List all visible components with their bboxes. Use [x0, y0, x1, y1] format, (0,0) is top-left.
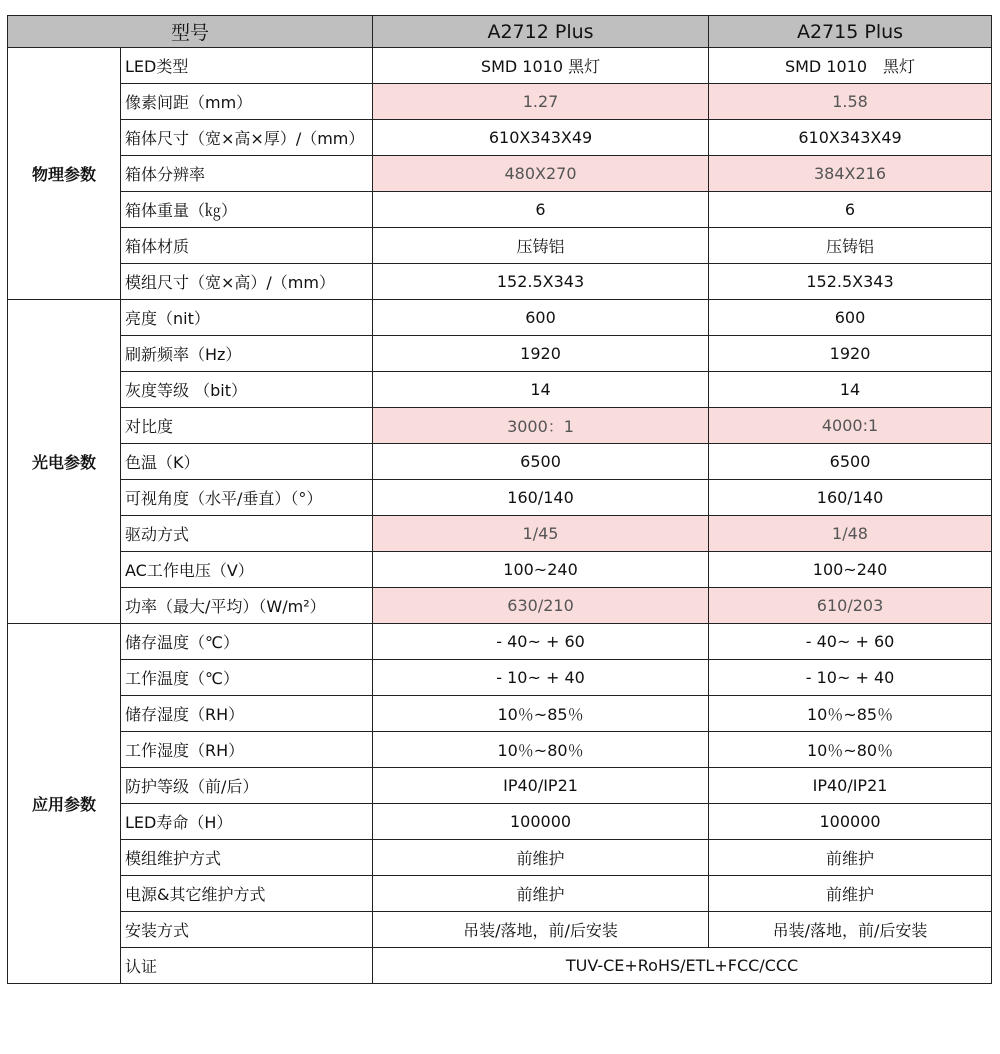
- spec-table-body: [8, 16, 992, 984]
- param-name: AC工作电压（V）: [121, 552, 373, 588]
- param-name: 认证: [121, 948, 373, 984]
- value-model-b: 1/48: [709, 516, 992, 552]
- param-name: 模组维护方式: [121, 840, 373, 876]
- value-model-a: 600: [373, 300, 709, 336]
- group-label-optical: 光电参数: [8, 300, 121, 624]
- value-model-b: IP40/IP21: [709, 768, 992, 804]
- value-model-a: 1.27: [373, 84, 709, 120]
- model-b-header: A2715 Plus: [709, 16, 992, 48]
- model-label: 型号: [8, 16, 373, 48]
- value-model-b: 10％~80％: [709, 732, 992, 768]
- spec-table: [7, 15, 992, 984]
- param-name: 箱体重量（㎏）: [121, 192, 373, 228]
- param-name: 储存湿度（RH）: [121, 696, 373, 732]
- param-name: 对比度: [121, 408, 373, 444]
- group-label-application: 应用参数: [8, 624, 121, 984]
- param-name: 色温（K）: [121, 444, 373, 480]
- value-model-a: 3000：1: [373, 408, 709, 444]
- table-row: [8, 264, 992, 300]
- param-name: 箱体材质: [121, 228, 373, 264]
- table-row: [8, 300, 992, 336]
- param-name: 储存温度（℃）: [121, 624, 373, 660]
- value-model-a: IP40/IP21: [373, 768, 709, 804]
- param-name: 亮度（nit）: [121, 300, 373, 336]
- value-model-a: 吊装/落地，前/后安装: [373, 912, 709, 948]
- table-row: [8, 768, 992, 804]
- table-row: [8, 444, 992, 480]
- value-model-a: 480X270: [373, 156, 709, 192]
- table-row: [8, 480, 992, 516]
- value-model-a: 100~240: [373, 552, 709, 588]
- param-name: 箱体尺寸（宽×高×厚）/（mm）: [121, 120, 373, 156]
- table-row: [8, 48, 992, 84]
- param-name: 防护等级（前/后）: [121, 768, 373, 804]
- table-row: [8, 624, 992, 660]
- value-model-a: 1/45: [373, 516, 709, 552]
- value-model-a: 630/210: [373, 588, 709, 624]
- param-name: LED寿命（H）: [121, 804, 373, 840]
- value-model-b: 600: [709, 300, 992, 336]
- table-row: [8, 552, 992, 588]
- table-row: [8, 912, 992, 948]
- value-model-b: - 10~ + 40: [709, 660, 992, 696]
- value-model-b: 160/140: [709, 480, 992, 516]
- table-row: [8, 120, 992, 156]
- table-row: [8, 516, 992, 552]
- value-model-a: 10％~80％: [373, 732, 709, 768]
- value-model-b: 610X343X49: [709, 120, 992, 156]
- value-model-b: 14: [709, 372, 992, 408]
- param-name: LED类型: [121, 48, 373, 84]
- table-row: [8, 660, 992, 696]
- table-row: [8, 588, 992, 624]
- table-row: [8, 840, 992, 876]
- value-model-a: - 40~ + 60: [373, 624, 709, 660]
- value-model-a: 14: [373, 372, 709, 408]
- certification-value: TUV-CE+RoHS/ETL+FCC/CCC: [373, 948, 992, 984]
- group-label-physical: 物理参数: [8, 48, 121, 300]
- table-row: [8, 336, 992, 372]
- param-name: 工作温度（℃）: [121, 660, 373, 696]
- table-row: [8, 84, 992, 120]
- value-model-b: 384X216: [709, 156, 992, 192]
- value-model-a: 10％~85％: [373, 696, 709, 732]
- value-model-b: 10％~85％: [709, 696, 992, 732]
- value-model-a: 6: [373, 192, 709, 228]
- table-row: [8, 948, 992, 984]
- value-model-b: 610/203: [709, 588, 992, 624]
- param-name: 像素间距（mm）: [121, 84, 373, 120]
- value-model-b: 前维护: [709, 876, 992, 912]
- table-row: [8, 732, 992, 768]
- value-model-a: 160/140: [373, 480, 709, 516]
- header-row: [8, 16, 992, 48]
- param-name: 可视角度（水平/垂直）（°）: [121, 480, 373, 516]
- table-row: [8, 408, 992, 444]
- value-model-b: 100000: [709, 804, 992, 840]
- value-model-b: 1.58: [709, 84, 992, 120]
- value-model-a: 压铸铝: [373, 228, 709, 264]
- value-model-b: SMD 1010 黑灯: [709, 48, 992, 84]
- value-model-a: 前维护: [373, 840, 709, 876]
- table-row: [8, 876, 992, 912]
- value-model-b: 压铸铝: [709, 228, 992, 264]
- param-name: 模组尺寸（宽×高）/（mm）: [121, 264, 373, 300]
- value-model-a: - 10~ + 40: [373, 660, 709, 696]
- value-model-a: 100000: [373, 804, 709, 840]
- value-model-a: 6500: [373, 444, 709, 480]
- param-name: 刷新频率（Hz）: [121, 336, 373, 372]
- param-name: 功率（最大/平均）（W/m²）: [121, 588, 373, 624]
- table-row: [8, 156, 992, 192]
- table-row: [8, 228, 992, 264]
- value-model-a: 152.5X343: [373, 264, 709, 300]
- value-model-a: 前维护: [373, 876, 709, 912]
- value-model-b: - 40~ + 60: [709, 624, 992, 660]
- param-name: 箱体分辨率: [121, 156, 373, 192]
- table-row: [8, 696, 992, 732]
- value-model-a: SMD 1010 黑灯: [373, 48, 709, 84]
- value-model-b: 6500: [709, 444, 992, 480]
- table-row: [8, 192, 992, 228]
- value-model-b: 6: [709, 192, 992, 228]
- param-name: 驱动方式: [121, 516, 373, 552]
- table-row: [8, 372, 992, 408]
- value-model-b: 1920: [709, 336, 992, 372]
- value-model-b: 152.5X343: [709, 264, 992, 300]
- table-row: [8, 804, 992, 840]
- param-name: 灰度等级 （bit）: [121, 372, 373, 408]
- value-model-a: 610X343X49: [373, 120, 709, 156]
- model-a-header: A2712 Plus: [373, 16, 709, 48]
- value-model-b: 前维护: [709, 840, 992, 876]
- param-name: 安装方式: [121, 912, 373, 948]
- value-model-b: 4000:1: [709, 408, 992, 444]
- param-name: 电源&其它维护方式: [121, 876, 373, 912]
- value-model-b: 100~240: [709, 552, 992, 588]
- param-name: 工作湿度（RH）: [121, 732, 373, 768]
- value-model-a: 1920: [373, 336, 709, 372]
- value-model-b: 吊装/落地，前/后安装: [709, 912, 992, 948]
